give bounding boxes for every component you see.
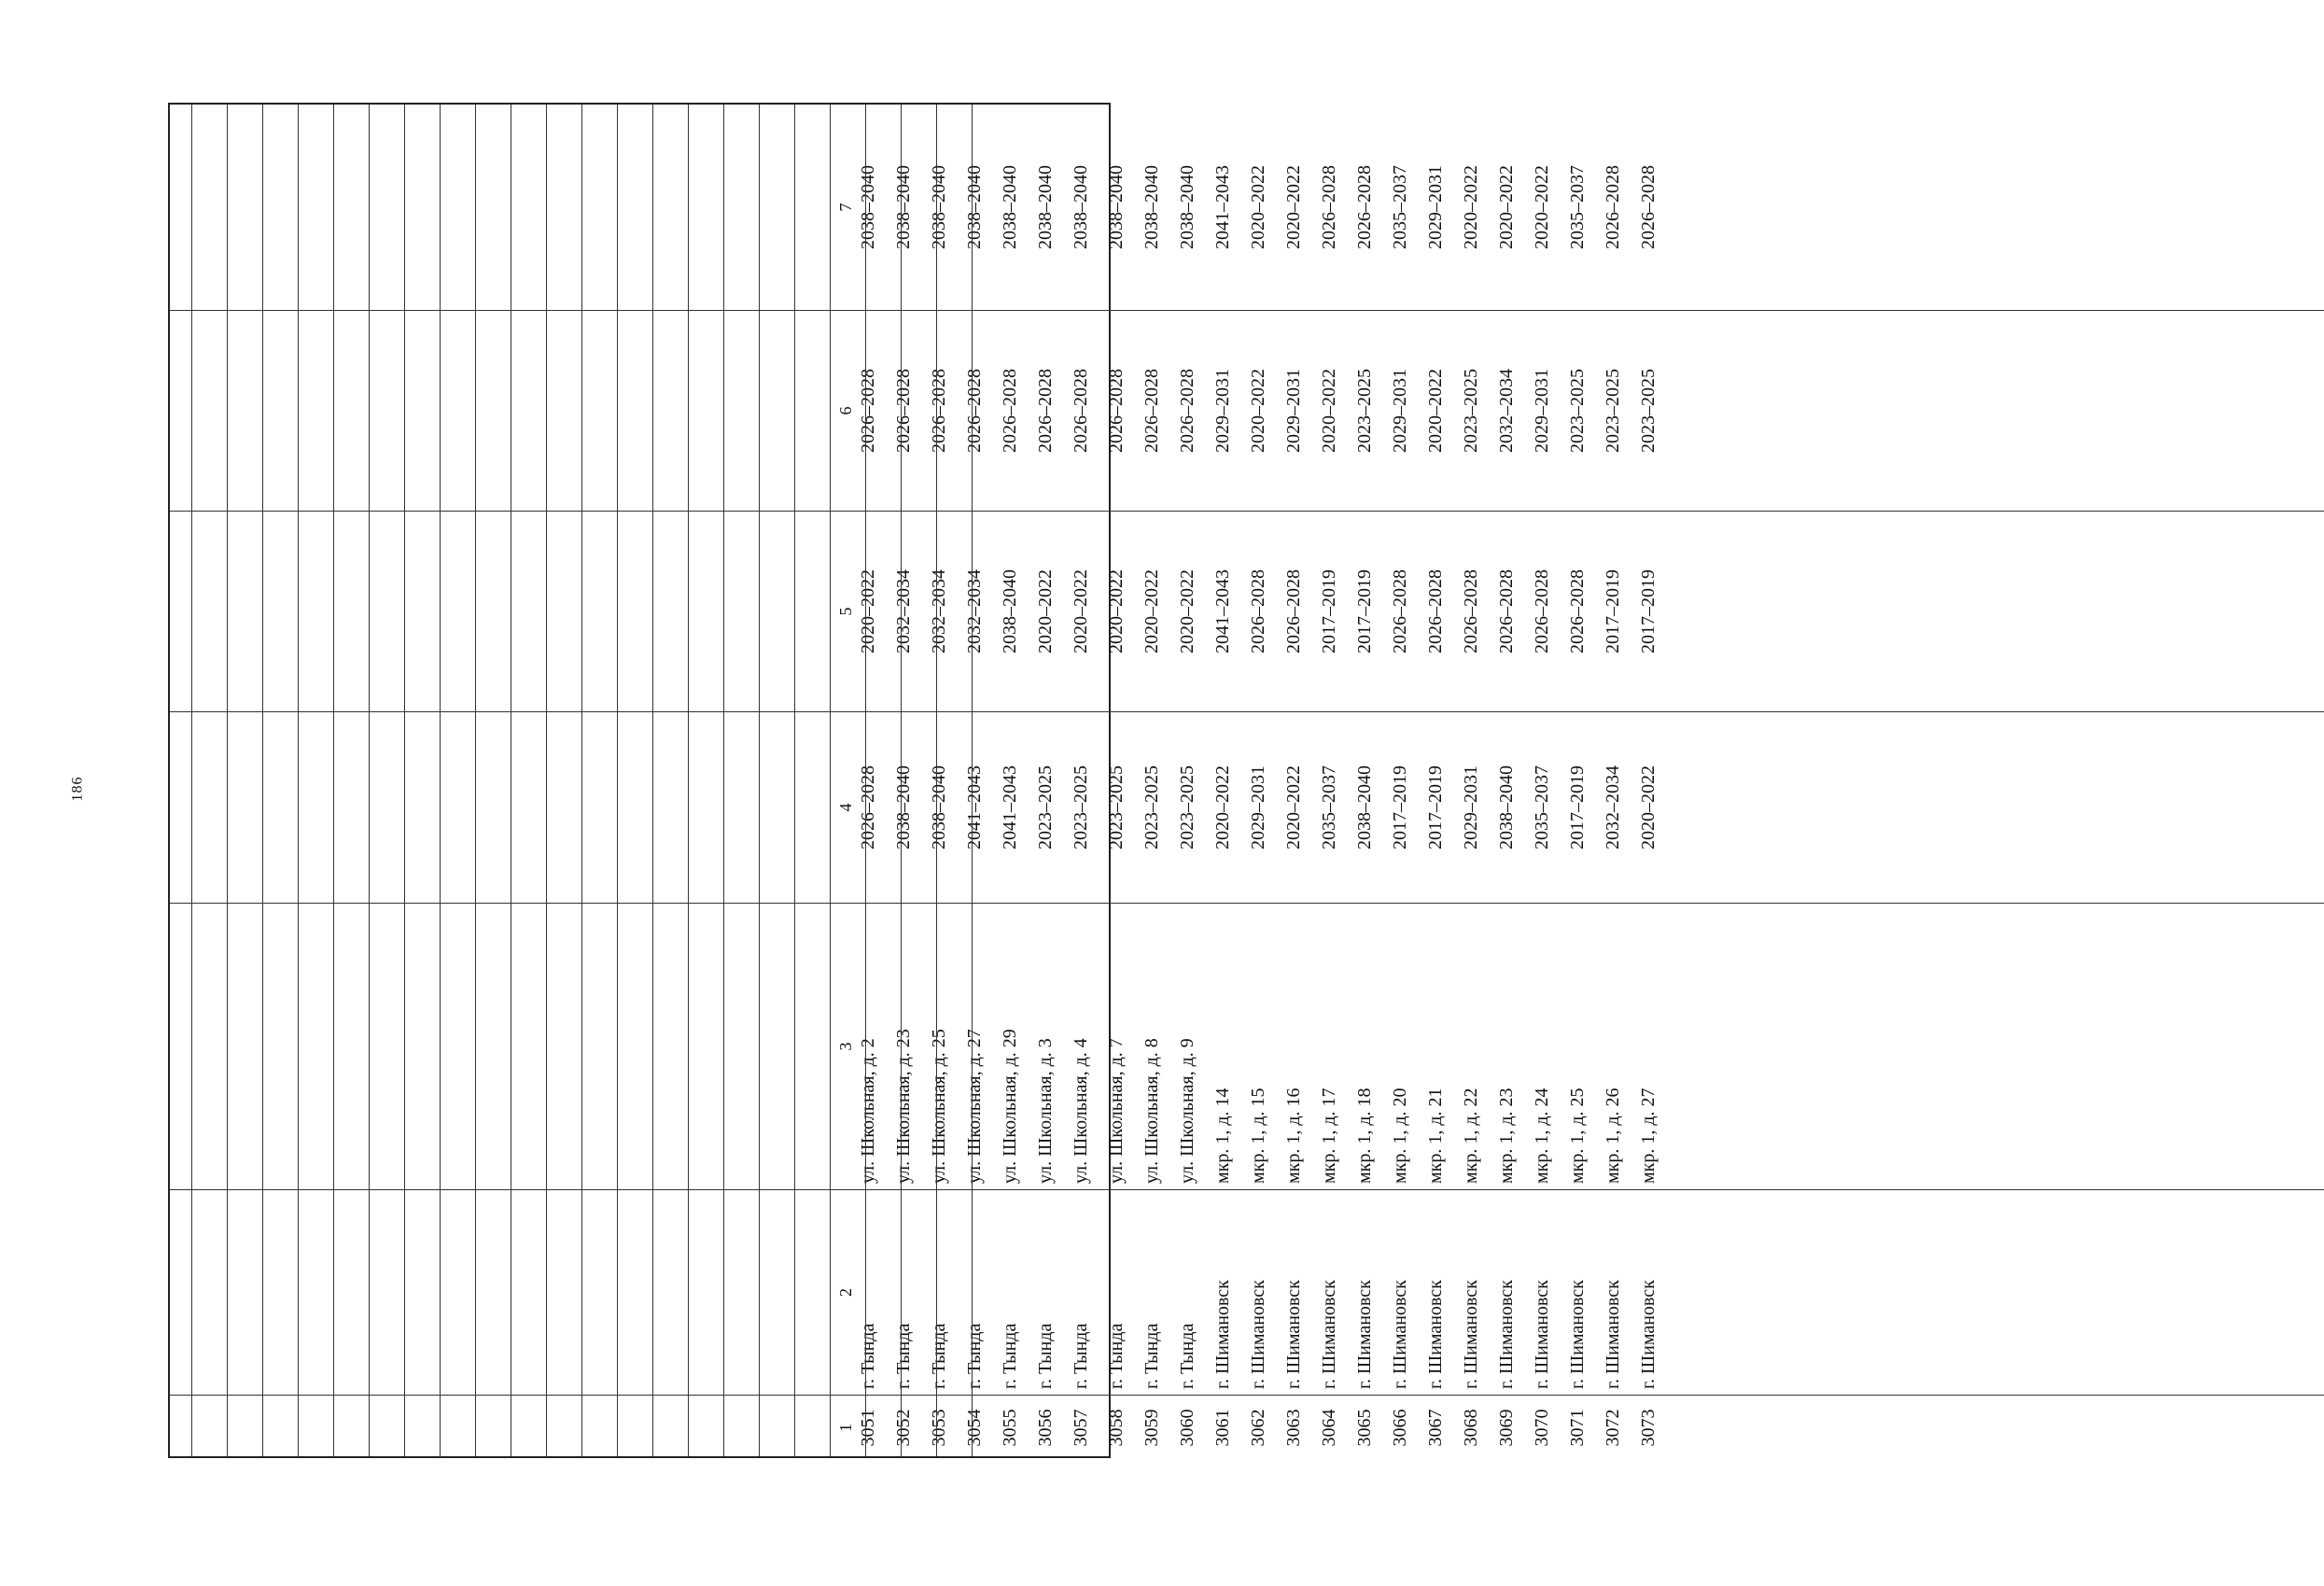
table-cell: 2029–2031 (724, 310, 2076, 511)
table-cell: 3064 (653, 1395, 2005, 1460)
table-cell: ул. Школьная, д. 25 (263, 903, 1615, 1189)
table-cell: 2023–2025 (476, 711, 1827, 903)
table-cell: г. Шимановск (689, 1189, 2040, 1395)
header-cell: 1 (170, 1395, 1521, 1460)
table-cell: 2026–2028 (1353, 165, 1375, 249)
table-cell: 2029–2031 (547, 310, 1898, 511)
table-cell: 2017–2019 (653, 511, 2005, 711)
table-cell: 3059 (476, 1395, 1827, 1460)
table-cell: мкр. 1, д. 16 (618, 903, 1969, 1189)
table-cell: 2020–2022 (1460, 165, 1481, 249)
table-cell: г. Тында (299, 1189, 1650, 1395)
table-cell: 2026–2028 (263, 310, 1615, 511)
table-cell: ул. Школьная, д. 9 (511, 903, 1863, 1189)
table-cell: мкр. 1, д. 26 (937, 903, 2289, 1189)
table-cell: 2020–2022 (760, 310, 2111, 511)
table-cell: 2026–2028 (582, 511, 1934, 711)
table-cell: ул. Школьная, д. 27 (299, 903, 1650, 1189)
table-cell: 2038–2040 (689, 711, 2040, 903)
table-cell: 3073 (973, 1395, 2324, 1460)
table-cell: 2026–2028 (1602, 165, 1623, 249)
table-cell: мкр. 1, д. 27 (973, 903, 2324, 1189)
table-cell: г. Шимановск (547, 1189, 1898, 1395)
table-cell: г. Шимановск (760, 1189, 2111, 1395)
table-cell: 2017–2019 (902, 711, 2253, 903)
table-cell: 2032–2034 (831, 310, 2182, 511)
table-cell: г. Тында (405, 1189, 1757, 1395)
table-cell: г. Шимановск (618, 1189, 1969, 1395)
table-cell: 2041–2043 (1211, 165, 1233, 249)
table-cell: 2020–2022 (192, 511, 1544, 711)
table-cell: 2026–2028 (192, 310, 1544, 511)
table-cell: 3053 (263, 1395, 1615, 1460)
table-cell: 2026–2028 (476, 310, 1827, 511)
table-cell: 2032–2034 (263, 511, 1615, 711)
table-cell: 2017–2019 (937, 511, 2289, 711)
table-cell: 3057 (405, 1395, 1757, 1460)
table-cell: 2035–2037 (1389, 165, 1410, 249)
table-cell: 2020–2022 (511, 511, 1863, 711)
table-cell: 2026–2028 (228, 310, 1579, 511)
table-cell: 3062 (582, 1395, 1934, 1460)
table-cell: 2026–2028 (405, 310, 1757, 511)
table-cell: 2026–2028 (511, 310, 1863, 511)
table-cell: 3051 (192, 1395, 1544, 1460)
table-cell: г. Шимановск (724, 1189, 2076, 1395)
table-cell: 2032–2034 (228, 511, 1579, 711)
table-cell: 2038–2040 (1141, 165, 1162, 249)
table-cell: 3063 (618, 1395, 1969, 1460)
table-cell: 3054 (299, 1395, 1650, 1460)
table-cell: г. Тында (511, 1189, 1863, 1395)
table-cell: 2026–2028 (192, 711, 1544, 903)
table-cell: мкр. 1, д. 17 (653, 903, 2005, 1189)
table-cell: ул. Школьная, д. 8 (476, 903, 1827, 1189)
table-cell: 2038–2040 (892, 165, 914, 249)
table-cell: 2038–2040 (263, 711, 1615, 903)
table-cell: 2020–2022 (547, 711, 1898, 903)
table-cell: мкр. 1, д. 22 (795, 903, 2147, 1189)
table-row (192, 105, 878, 1456)
table-cell: ул. Школьная, д. 29 (334, 903, 1686, 1189)
table-cell: 2038–2040 (334, 511, 1686, 711)
header-cell: 2 (170, 1189, 1521, 1395)
table-cell: 2023–2025 (441, 711, 1792, 903)
table-cell: 2023–2025 (973, 310, 2324, 511)
table-cell: 2026–2028 (902, 511, 2253, 711)
table-cell: мкр. 1, д. 24 (866, 903, 2218, 1189)
table-cell: 2017–2019 (724, 711, 2076, 903)
table-cell: 3055 (334, 1395, 1686, 1460)
table-cell: г. Шимановск (831, 1189, 2182, 1395)
header-cell: 3 (170, 903, 1521, 1189)
table-cell: 2026–2028 (299, 310, 1650, 511)
table-cell: г. Шимановск (866, 1189, 2218, 1395)
table-cell: 2038–2040 (1070, 165, 1091, 249)
table-cell: ул. Школьная, д. 23 (228, 903, 1579, 1189)
table-cell: г. Тында (263, 1189, 1615, 1395)
table-cell: мкр. 1, д. 25 (902, 903, 2253, 1189)
table-cell: 3072 (937, 1395, 2289, 1460)
table-cell: мкр. 1, д. 23 (831, 903, 2182, 1189)
table-cell: 2023–2025 (902, 310, 2253, 511)
table-cell: 2017–2019 (760, 711, 2111, 903)
table-cell: г. Тында (441, 1189, 1792, 1395)
table-cell: 3071 (902, 1395, 2253, 1460)
table-cell: 2023–2025 (370, 711, 1721, 903)
table-cell: 2038–2040 (857, 165, 878, 249)
table-cell: ул. Школьная, д. 7 (441, 903, 1792, 1189)
table-cell: 2020–2022 (1282, 165, 1304, 249)
table-cell: 2023–2025 (405, 711, 1757, 903)
table-cell: ул. Школьная, д. 4 (405, 903, 1757, 1189)
table-cell: г. Шимановск (902, 1189, 2253, 1395)
table-cell: 2017–2019 (973, 511, 2324, 711)
table-cell: 2026–2028 (1318, 165, 1339, 249)
table-cell: 3070 (866, 1395, 2218, 1460)
table-cell: 2035–2037 (1566, 165, 1588, 249)
table-cell: 2026–2028 (760, 511, 2111, 711)
table-cell: 3066 (724, 1395, 2076, 1460)
table-cell: 2026–2028 (866, 511, 2218, 711)
table-cell: 3067 (760, 1395, 2111, 1460)
table-cell: г. Тында (192, 1189, 1544, 1395)
table-cell: 2023–2025 (511, 711, 1863, 903)
table-cell: 2026–2028 (370, 310, 1721, 511)
table-cell: 2029–2031 (582, 711, 1934, 903)
table-cell: 2023–2025 (689, 310, 2040, 511)
table-cell: 2041–2043 (299, 711, 1650, 903)
table-cell: 2038–2040 (831, 711, 2182, 903)
table-cell: мкр. 1, д. 18 (689, 903, 2040, 1189)
table-cell: 2026–2028 (1637, 165, 1659, 249)
table-cell: мкр. 1, д. 20 (724, 903, 2076, 1189)
table-cell: 3068 (795, 1395, 2147, 1460)
table-cell: 2023–2025 (937, 310, 2289, 511)
table-cell: 2020–2022 (370, 511, 1721, 711)
table-cell: 2038–2040 (999, 165, 1020, 249)
table-cell: 2038–2040 (928, 165, 949, 249)
table-cell: мкр. 1, д. 14 (547, 903, 1898, 1189)
table-cell: 2026–2028 (441, 310, 1792, 511)
table-cell: 2029–2031 (618, 310, 1969, 511)
table-cell: г. Тында (476, 1189, 1827, 1395)
table-cell: мкр. 1, д. 21 (760, 903, 2111, 1189)
table-cell: 3052 (228, 1395, 1579, 1460)
table-cell: 2041–2043 (334, 711, 1686, 903)
table-cell: 2020–2022 (973, 711, 2324, 903)
table-cell: 2020–2022 (1495, 165, 1517, 249)
table-cell: 2029–2031 (866, 310, 2218, 511)
header-cell: 4 (170, 711, 1521, 903)
schedule-table (168, 103, 1659, 1458)
table-cell: 2020–2022 (582, 310, 1934, 511)
table-cell: 2041–2043 (547, 511, 1898, 711)
table-cell: 2020–2022 (653, 310, 2005, 511)
table-cell: 2023–2025 (795, 310, 2147, 511)
table-cell: 2020–2022 (1247, 165, 1268, 249)
table-cell: мкр. 1, д. 15 (582, 903, 1934, 1189)
header-cell: 6 (170, 310, 1521, 511)
table-cell: 3056 (370, 1395, 1721, 1460)
table-cell: 3061 (547, 1395, 1898, 1460)
table-cell: 3065 (689, 1395, 2040, 1460)
table-cell: г. Тында (228, 1189, 1579, 1395)
table-cell: 2038–2040 (1034, 165, 1056, 249)
table-cell: ул. Школьная, д. 3 (370, 903, 1721, 1189)
table-cell: 2026–2028 (795, 511, 2147, 711)
table-cell: 2038–2040 (1176, 165, 1197, 249)
table-cell: 3060 (511, 1395, 1863, 1460)
table-cell: 2026–2028 (724, 511, 2076, 711)
table-cell: 2020–2022 (1531, 165, 1552, 249)
table-cell: г. Шимановск (653, 1189, 2005, 1395)
table-cell: 2035–2037 (653, 711, 2005, 903)
header-cell: 7 (835, 203, 855, 212)
table-cell: 2020–2022 (618, 711, 1969, 903)
table-cell: 3058 (441, 1395, 1792, 1460)
table-cell: 2026–2028 (618, 511, 1969, 711)
table-cell: г. Тында (334, 1189, 1686, 1395)
header-cell: 5 (170, 511, 1521, 711)
table-cell: 2032–2034 (937, 711, 2289, 903)
table-cell: 2017–2019 (689, 511, 2040, 711)
page-number: 186 (69, 776, 86, 802)
table-header-row (170, 105, 855, 1456)
table-cell: 3069 (831, 1395, 2182, 1460)
table-cell: 2029–2031 (1424, 165, 1446, 249)
table-cell: 2038–2040 (1105, 165, 1127, 249)
table-cell: 2038–2040 (963, 165, 985, 249)
table-cell: 2020–2022 (405, 511, 1757, 711)
table-cell: г. Шимановск (937, 1189, 2289, 1395)
table-cell: г. Шимановск (795, 1189, 2147, 1395)
table-cell: 2029–2031 (795, 711, 2147, 903)
table-cell: г. Шимановск (973, 1189, 2324, 1395)
table-cell: 2026–2028 (334, 310, 1686, 511)
table-cell: 2020–2022 (476, 511, 1827, 711)
table-cell: 2020–2022 (441, 511, 1792, 711)
table-cell: ул. Школьная, д. 2 (192, 903, 1544, 1189)
table-cell: г. Тында (370, 1189, 1721, 1395)
table-cell: 2026–2028 (831, 511, 2182, 711)
table-cell: 2035–2037 (866, 711, 2218, 903)
table-cell: 2032–2034 (299, 511, 1650, 711)
table-cell: 2038–2040 (228, 711, 1579, 903)
table-cell: г. Шимановск (582, 1189, 1934, 1395)
